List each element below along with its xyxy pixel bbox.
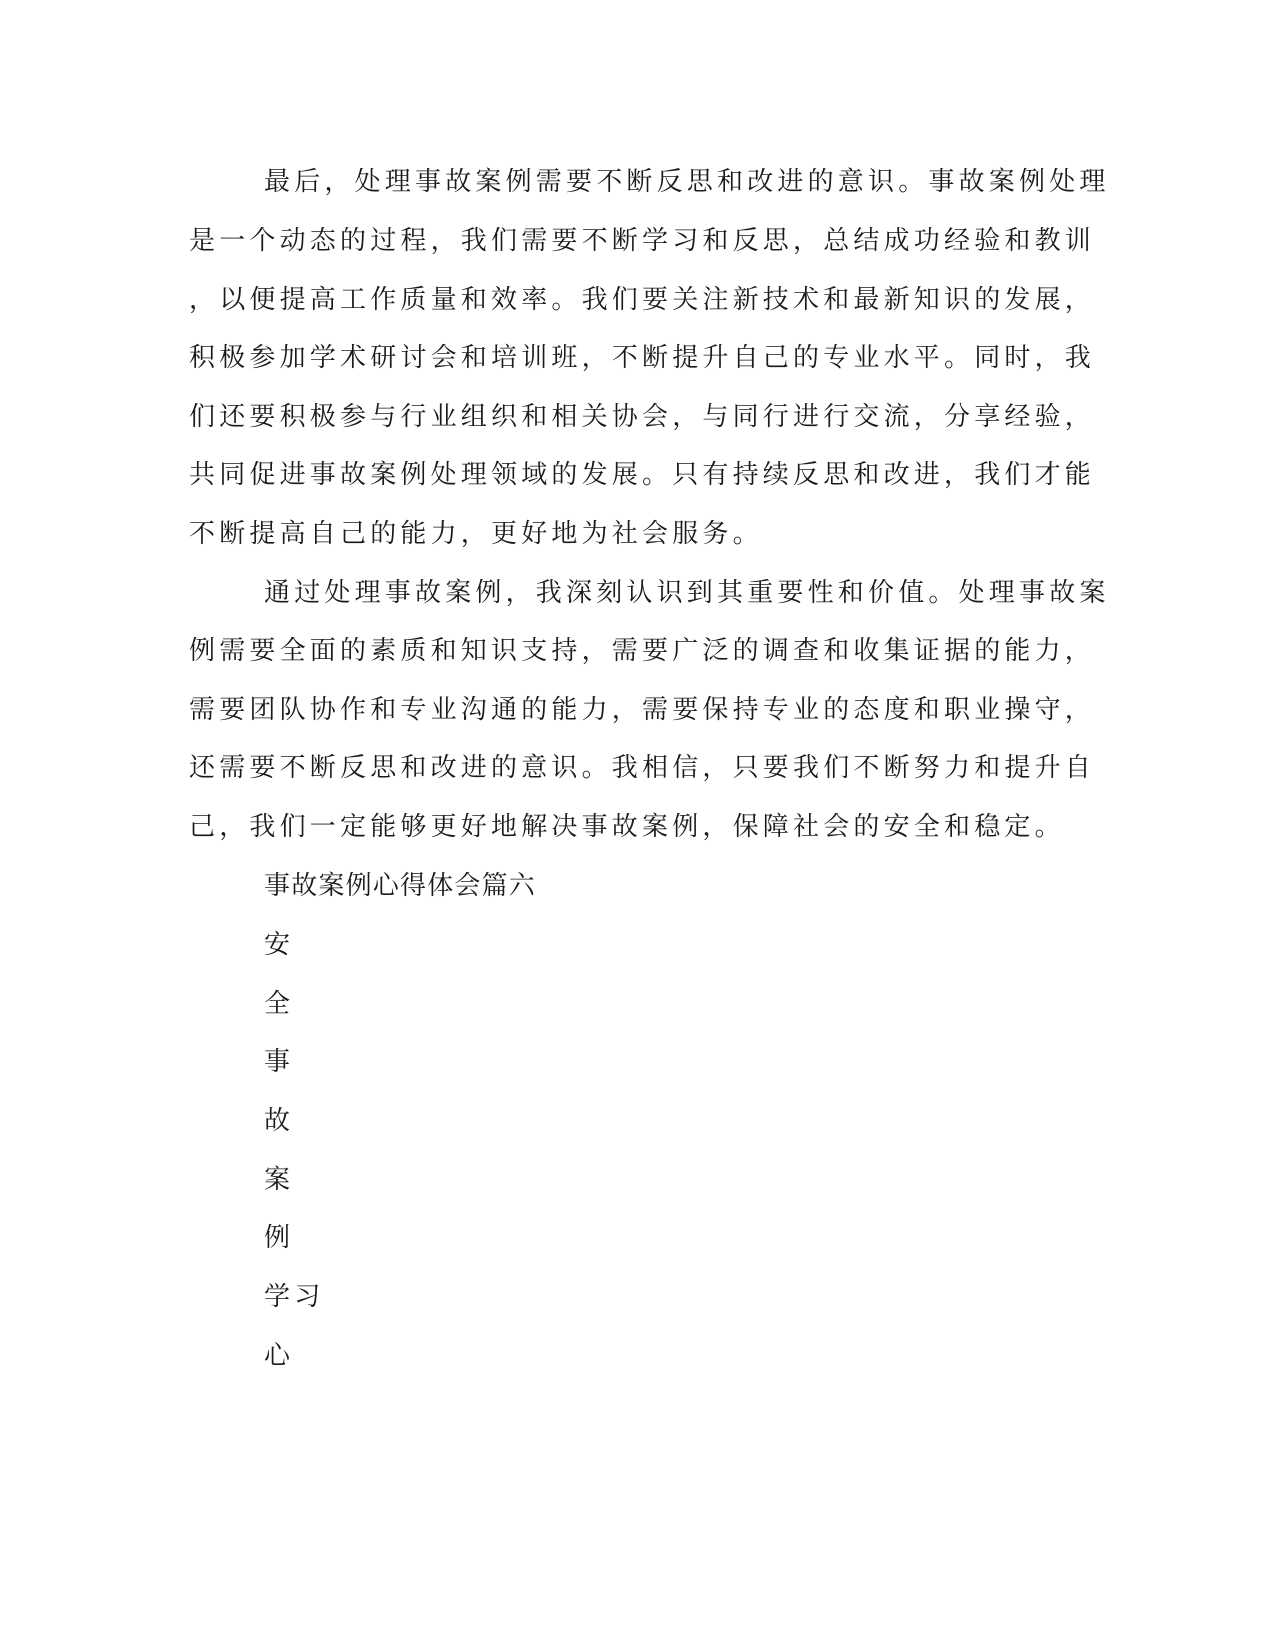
paragraph-2-line-5: 己，我们一定能够更好地解决事故案例，保障社会的安全和稳定。 [189,812,1065,842]
vertical-title-char-2: 全 [264,989,295,1019]
paragraph-2-line-4: 还需要不断反思和改进的意识。我相信，只要我们不断努力和提升自 [189,753,1096,783]
vertical-title-char-6: 例 [264,1223,295,1253]
paragraph-1-line-7: 不断提高自己的能力，更好地为社会服务。 [189,519,763,549]
vertical-title-char-7: 学习 [264,1282,325,1312]
paragraph-1-line-3: ，以便提高工作质量和效率。我们要关注新技术和最新知识的发展， [189,285,1096,315]
vertical-title-char-3: 事 [264,1047,295,1077]
section-heading: 事故案例心得体会篇六 [264,871,537,901]
vertical-title-char-1: 安 [264,930,295,960]
paragraph-2-line-2: 例需要全面的素质和知识支持，需要广泛的调查和收集证据的能力， [189,636,1096,666]
paragraph-1-line-2: 是一个动态的过程，我们需要不断学习和反思，总结成功经验和教训 [189,226,1096,256]
paragraph-2-line-1: 通过处理事故案例，我深刻认识到其重要性和价值。处理事故案 [264,578,1110,608]
vertical-title-char-5: 案 [264,1165,295,1195]
paragraph-1-line-1: 最后，处理事故案例需要不断反思和改进的意识。事故案例处理 [264,167,1110,197]
paragraph-2-line-3: 需要团队协作和专业沟通的能力，需要保持专业的态度和职业操守， [189,695,1096,725]
paragraph-1-line-5: 们还要积极参与行业组织和相关协会，与同行进行交流，分享经验， [189,402,1096,432]
vertical-title-char-8: 心 [264,1341,295,1371]
paragraph-1-line-6: 共同促进事故案例处理领域的发展。只有持续反思和改进，我们才能 [189,460,1096,490]
vertical-title-char-4: 故 [264,1106,295,1136]
paragraph-1-line-4: 积极参加学术研讨会和培训班，不断提升自己的专业水平。同时，我 [189,343,1096,373]
